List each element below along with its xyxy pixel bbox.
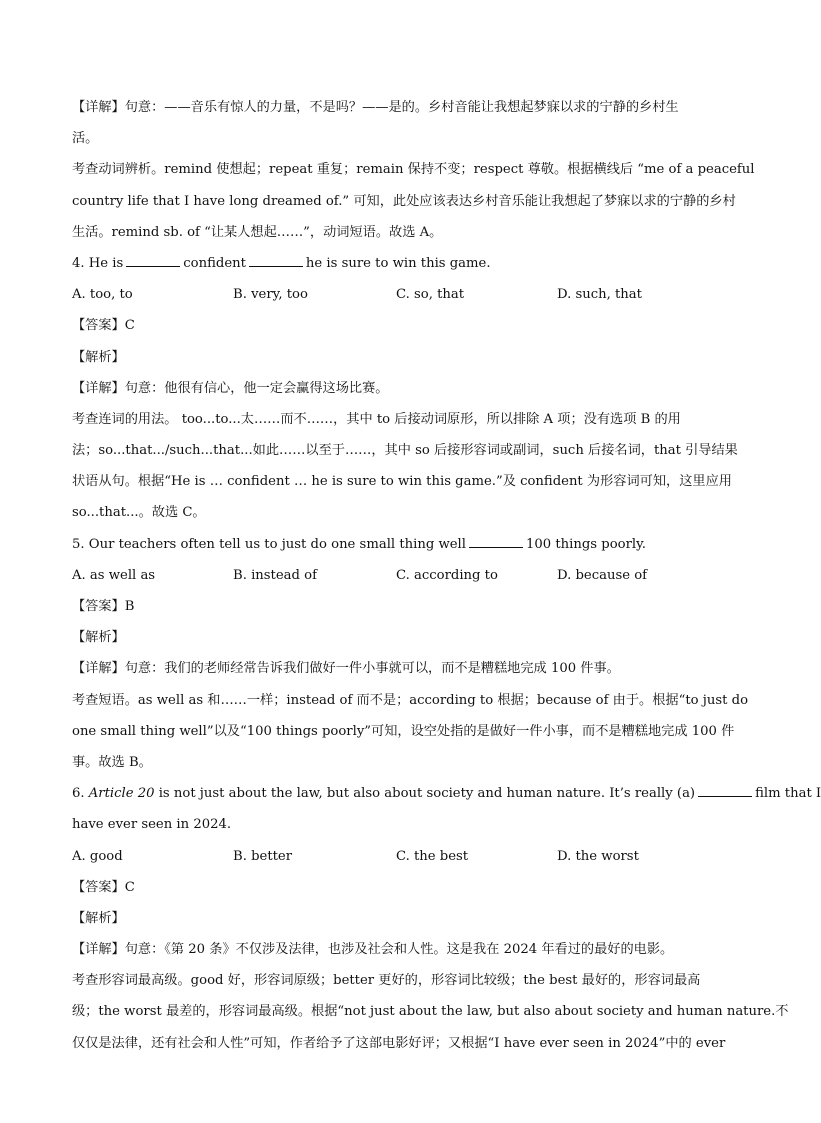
- option-c: C. the best: [396, 848, 469, 864]
- option-a: A. as well as: [72, 567, 156, 583]
- text-line: 仅仅是法律，还有社会和人性”可知，作者给予了这部电影好评；又根据“I have ever seen in 2024”中的 ever: [72, 1035, 726, 1051]
- question-6-stem: [72, 778, 821, 809]
- text-line: have ever seen in 2024.: [72, 817, 232, 833]
- text-line: 【详解】句意：他很有信心，他一定会赢得这场比赛。: [72, 380, 389, 396]
- option-d: D. because of: [557, 567, 648, 583]
- text-line: 考查短语。as well as 和……一样；instead of 而不是；according to 根据；because of 由于。根据“to just do: [72, 692, 749, 708]
- option-a: A. good: [72, 848, 123, 864]
- text-line: 级；the worst 最差的，形容词最高级。根据“not just about the law, but also about society and human nature.不: [72, 1004, 789, 1020]
- analysis-label: 【解析】: [72, 630, 125, 646]
- document-body: [72, 92, 821, 1059]
- q4-text-b: confident: [183, 255, 246, 271]
- option-c: C. according to: [396, 567, 498, 583]
- text-line: 考查动词辨析。remind 使想起；repeat 重复；remain 保持不变；respect 尊敬。根据横线后 “me of a peaceful: [72, 162, 755, 178]
- text-line: so...that...。故选 C。: [72, 505, 206, 521]
- answer-label: 【答案】C: [72, 879, 135, 895]
- option-b: B. better: [233, 848, 293, 864]
- question-5-stem: [72, 529, 724, 560]
- analysis-label: 【解析】: [72, 910, 125, 926]
- answer-blank: [698, 785, 752, 797]
- text-line: 考查形容词最高级。good 好，形容词原级；better 更好的，形容词比较级；the best 最好的，形容词最高: [72, 973, 701, 989]
- option-d: D. such, that: [557, 287, 642, 303]
- text-line: one small thing well”以及“100 things poorly”可知，设空处指的是做好一件小事，而不是糟糕地完成 100 件: [72, 723, 735, 739]
- option-d: D. the worst: [557, 848, 639, 864]
- q5-text-a: 5. Our teachers often tell us to just do one small thing well: [72, 536, 466, 552]
- q5-text-b: 100 things poorly.: [525, 536, 646, 552]
- text-line: country life that I have long dreamed of.” 可知，此处应该表达乡村音乐能让我想起了梦寐以求的宁静的乡村: [72, 193, 736, 209]
- option-b: B. very, too: [233, 287, 308, 303]
- text-line: 考查连词的用法。 too...to...太……而不……，其中 to 后接动词原形，所以排除 A 项；没有选项 B 的用: [72, 411, 681, 427]
- text-line: 状语从句。根据“He is … confident … he is sure to win this game.”及 confident 为形容词可知，这里应用: [72, 474, 732, 490]
- text-line: 【详解】句意：《第 20 条》不仅涉及法律，也涉及社会和人性。这是我在 2024 年看过的最好的电影。: [72, 942, 674, 958]
- text-line: 生活。remind sb. of “让某人想起……”，动词短语。故选 A。: [72, 224, 443, 240]
- text-line: 【详解】句意：——音乐有惊人的力量，不是吗？——是的。乡村音能让我想起梦寐以求的宁静的乡村生: [72, 100, 679, 115]
- text-line: 法；so...that.../such...that...如此……以至于……，其中 so 后接形容词或副词，such 后接名词，that 引导结果: [72, 443, 738, 459]
- question-5-options: [72, 560, 724, 591]
- analysis-label: 【解析】: [72, 349, 125, 365]
- question-4-stem: [72, 248, 724, 279]
- answer-blank: [126, 255, 180, 267]
- q6-text-a: is not just about the law, but also about society and human nature. It’s really (a): [154, 786, 696, 802]
- text-line: 事。故选 B。: [72, 754, 152, 770]
- q4-text-c: he is sure to win this game.: [305, 255, 491, 271]
- option-c: C. so, that: [396, 287, 465, 303]
- text-line: 活。: [72, 131, 99, 147]
- answer-blank: [469, 536, 523, 548]
- q4-text-a: 4. He is: [72, 255, 124, 271]
- question-4-options: [72, 279, 724, 310]
- option-a: A. too, to: [72, 287, 133, 303]
- q6-film-title: Article 20: [88, 786, 155, 802]
- answer-label: 【答案】C: [72, 318, 135, 334]
- text-line: 【详解】句意：我们的老师经常告诉我们做好一件小事就可以，而不是糟糕地完成 100 件事。: [72, 661, 620, 677]
- option-b: B. instead of: [233, 567, 317, 583]
- q6-text-b: film that I: [755, 786, 821, 802]
- q6-number: 6.: [72, 786, 89, 802]
- question-6-options: [72, 841, 724, 872]
- answer-label: 【答案】B: [72, 599, 135, 614]
- answer-blank: [249, 255, 303, 267]
